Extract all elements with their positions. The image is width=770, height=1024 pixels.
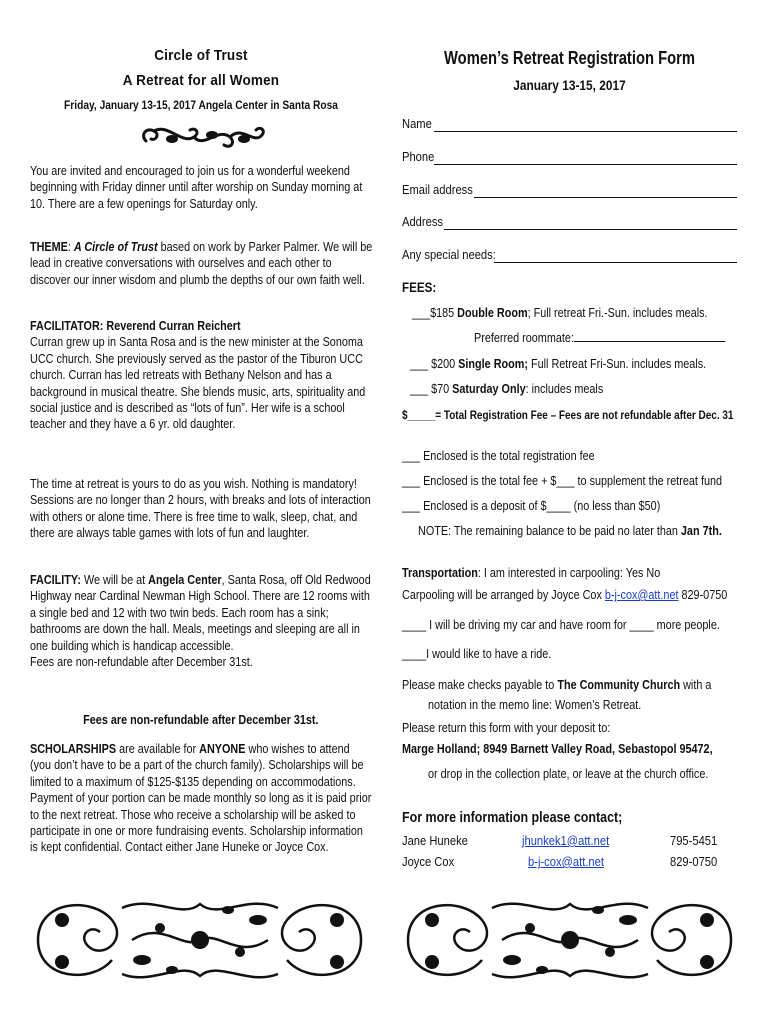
email-input-line[interactable] [474, 197, 737, 198]
theme-paragraph: THEME: A Circle of Trust based on work by Parker Palmer. We will be lead in creative conversations with ourselves and each other to discover our inner wisdom and plumb the depths of our own faith well. [30, 240, 373, 287]
special-needs-field[interactable] [402, 247, 737, 265]
fee-double-room[interactable]: ___$185 Double Room; Full retreat Fri.-Sun. includes meals. [412, 306, 708, 320]
facilitator-paragraph: FACILITATOR: Reverend Curran Reichert Curran grew up in Santa Rosa and is the new minister at the Sonoma UCC church. She previously served as the pastor of the Tiburon UCC church. Curran has led retreats with Bethany Nelson and has a background in musical theatre. She blends music, arts, spirituality and social justice and is described as “lots of fun”. Her wife is a school teacher and they have a 6 yr. old daughter. [30, 319, 366, 432]
phone-label: Phone [402, 149, 435, 164]
preferred-roommate-field[interactable]: Preferred roommate: [474, 330, 732, 346]
contact-heading: For more information please contact; [402, 810, 623, 826]
retreat-subtitle: Friday, January 13-15, 2017 Angela Center in Santa Rosa [64, 99, 338, 112]
contact-phone: 829-0750 [670, 854, 718, 869]
enclosed-deposit-option[interactable]: ___ Enclosed is a deposit of $____ (no less than $50) [402, 499, 661, 513]
fee-saturday-only[interactable]: ___ $70 Saturday Only: includes meals [410, 382, 604, 396]
dropoff-instruction: or drop in the collection plate, or leave at the church office. [428, 767, 709, 781]
enclosed-supplement-option[interactable]: ___ Enclosed is the total fee + $___ to supplement the retreat fund [402, 474, 723, 488]
form-date: January 13-15, 2017 [513, 77, 626, 93]
memo-line: notation in the memo line: Women’s Retreat. [428, 698, 642, 712]
contact-name: Joyce Cox [402, 854, 455, 869]
total-fee-line[interactable]: $_____= Total Registration Fee – Fees are not refundable after Dec. 31 [402, 409, 734, 422]
address-label: Address [402, 214, 444, 229]
name-label: Name [402, 116, 432, 131]
fees-notice: Fees are non-refundable after December 31st. [83, 713, 319, 727]
scroll-ornament-icon [138, 121, 268, 155]
special-needs-label: Any special needs: [402, 247, 496, 262]
special-needs-input-line[interactable] [494, 262, 737, 263]
form-title: Women’s Retreat Registration Form [444, 48, 695, 68]
checks-payable-line: Please make checks payable to The Community Church with a [402, 678, 712, 692]
driving-option[interactable]: ____ I will be driving my car and have room for ____ more people. [402, 618, 720, 632]
email-label: Email address [402, 182, 473, 197]
contact-name: Jane Huneke [402, 833, 468, 848]
floral-border-icon [402, 890, 737, 990]
retreat-title-2: A Retreat for all Women [122, 72, 280, 89]
contact-email-link[interactable]: jhunkek1@att.net [522, 833, 610, 848]
facilitator-heading: FACILITATOR: Reverend Curran Reichert [30, 319, 241, 333]
name-field[interactable] [402, 116, 737, 134]
phone-field[interactable] [402, 149, 737, 167]
phone-input-line[interactable] [434, 164, 737, 165]
carpool-email-link[interactable]: b-j-cox@att.net [604, 588, 679, 602]
name-input-line[interactable] [434, 131, 737, 132]
return-instruction: Please return this form with your deposit to: [402, 721, 611, 735]
time-paragraph: The time at retreat is yours to do as you wish. Nothing is mandatory! Sessions are no longer than 2 hours, with breaks and lots of interaction with others or alone time. There is free time to walk, sleep, chat, and there are always table games with lots of fun and laughter. [30, 477, 371, 541]
carpool-line: Carpooling will be arranged by Joyce Cox b-j-cox@att.net 829-0750 [402, 588, 728, 602]
contact-phone: 795-5451 [670, 833, 718, 848]
transportation-line[interactable]: Transportation: I am interested in carpooling: Yes No [402, 566, 661, 580]
ride-option[interactable]: ____I would like to have a ride. [402, 647, 552, 661]
floral-border-icon [32, 890, 367, 990]
facility-paragraph: FACILITY: We will be at Angela Center, Santa Rosa, off Old Redwood Highway near Cardinal Newman High School. There are 12 rooms with a single bed and 12 with two twin beds. Each room has a sink; bathrooms are down the hall. Meals, meetings and sleeping are all in one building which is handicap accessible. Fees are non-refundable after December 31st. [30, 573, 371, 670]
address-field[interactable] [402, 214, 737, 232]
address-input-line[interactable] [444, 229, 737, 230]
enclosed-total-option[interactable]: ___ Enclosed is the total registration fee [402, 449, 595, 463]
intro-paragraph: You are invited and encouraged to join us for a wonderful weekend beginning with Friday dinner until after worship on Sunday morning at 10. There are a few openings for Saturday only. [30, 164, 363, 211]
retreat-title-1: Circle of Trust [154, 47, 248, 64]
fee-single-room[interactable]: ___ $200 Single Room; Full Retreat Fri-Sun. includes meals. [410, 357, 707, 371]
mailing-address: Marge Holland; 8949 Barnett Valley Road, Sebastopol 95472, [402, 742, 713, 756]
fees-heading: FEES: [402, 280, 437, 295]
email-field[interactable] [402, 182, 737, 200]
balance-note: NOTE: The remaining balance to be paid no later than Jan 7th. [418, 524, 722, 538]
contact-email-link[interactable]: b-j-cox@att.net [528, 854, 604, 869]
scholarships-paragraph: SCHOLARSHIPS are available for ANYONE who wishes to attend (you don’t have to be a part of the church family). Scholarships will be limited to a maximum of $125-$135 depending on accommodations. Payment of your portion can be made monthly so long as it is paid prior to the next retreat. Those who receive a scholarship will be asked to participate in one or more fundraising events. Scholarship information is kept confidential. Contact either Jane Huneke or Joyce Cox. [30, 742, 372, 855]
